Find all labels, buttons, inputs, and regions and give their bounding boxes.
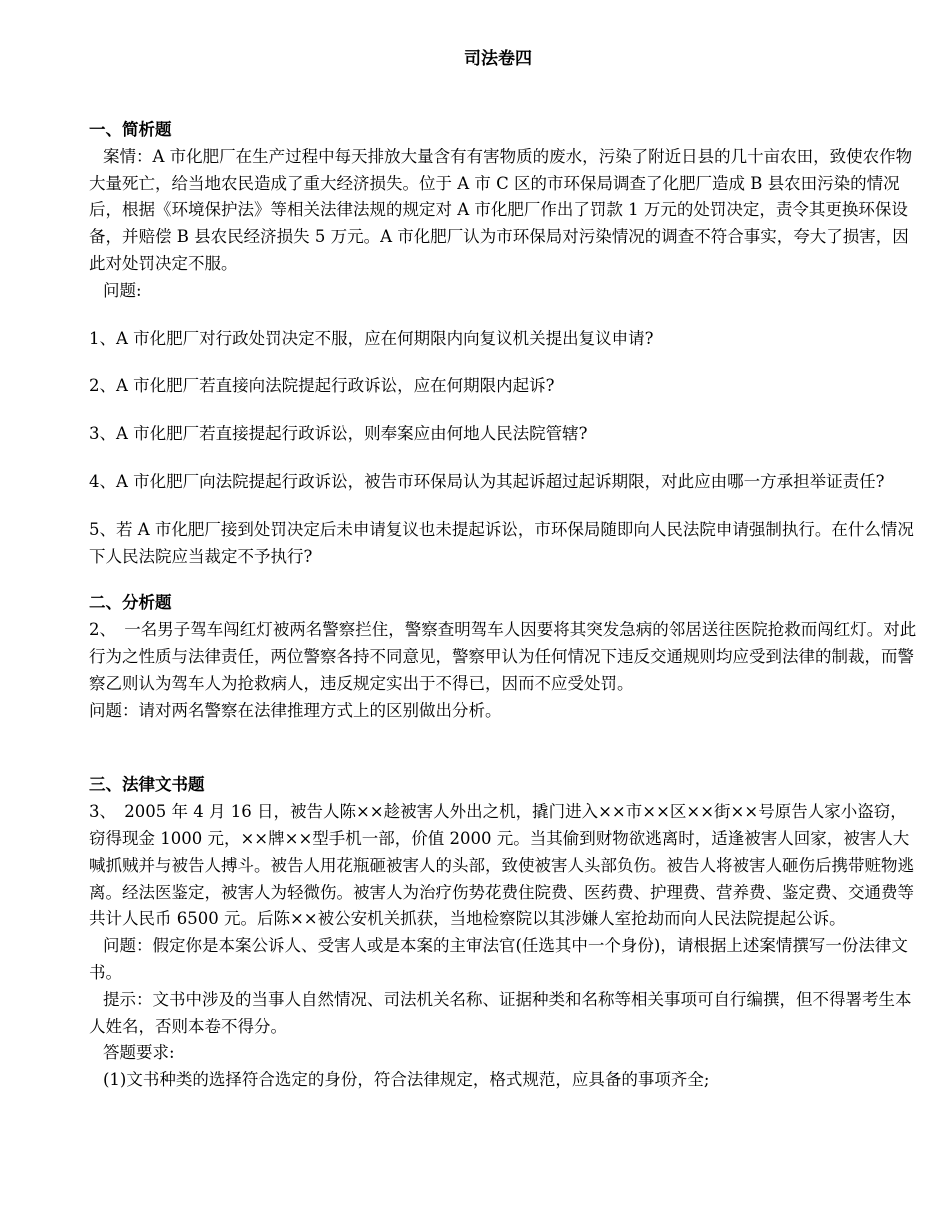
document-title: 司法卷四 — [464, 49, 532, 69]
question-4: 4、A 市化肥厂向法院提起行政诉讼，被告市环保局认为其起诉超过起诉期限，对此应由哪一方承担举证责任? — [89, 471, 885, 491]
section3-heading: 三、法律文书题 — [89, 775, 205, 795]
section3-case: 3、 2005 年 4 月 16 日，被告人陈××趁被害人外出之机，撬门进入××市××区××街××号原告人家小盗窃，窃得现金 1000 元，××牌××型手机一部，价值 2000 元。当其偷到财物欲逃离时，适逢被害人回家，被害人大喊抓贼并与被告人搏斗。被告人用花瓶砸被害人的头部，致使被害人头部负伤。被告人将被害人砸伤后携带赃物逃离。经法医鉴定，被害人为轻微伤。被害人为治疗伤势花费住院费、医药费、护理费、营养费、鉴定费、交通费等共计人民币 6500 元。后陈××被公安机关抓获，当地检察院以其涉嫌人室抢劫而向人民法院提起公诉。 — [89, 802, 914, 929]
section3-requirements-label: 答题要求: — [103, 1043, 175, 1063]
section3-question: 问题：假定你是本案公诉人、受害人或是本案的主审法官(任选其中一个身份)，请根据上述案情撰写一份法律文书。 — [89, 936, 908, 982]
question-3: 3、A 市化肥厂若直接提起行政诉讼，则奉案应由何地人民法院管辖? — [89, 424, 588, 444]
section3-hint: 提示：文书中涉及的当事人自然情况、司法机关名称、证据种类和名称等相关事项可自行编撰，但不得署考生本人姓名，否则本卷不得分。 — [89, 989, 912, 1036]
question-1: 1、A 市化肥厂对行政处罚决定不服，应在何期限内向复议机关提出复议申请? — [89, 328, 654, 348]
question-5: 5、若 A 市化肥厂接到处罚决定后未申请复议也未提起诉讼，市环保局随即向人民法院申请强制执行。在什么情况下人民法院应当裁定不予执行? — [89, 519, 914, 566]
section3-requirement-1: (1)文书种类的选择符合选定的身份，符合法律规定，格式规范，应具备的事项齐全; — [103, 1070, 710, 1090]
question-2: 2、A 市化肥厂若直接向法院提起行政诉讼，应在何期限内起诉? — [89, 376, 555, 396]
document-body — [89, 117, 919, 1094]
section2-heading: 二、分析题 — [89, 593, 172, 613]
section2-case: 2、 一名男子驾车闯红灯被两名警察拦住，警察查明驾车人因要将其突发急病的邻居送往医院抢救而闯红灯。对此行为之性质与法律责任，两位警察各持不同意见，警察甲认为任何情况下违反交通规则均应受到法律的制裁，而警察乙则认为驾车人为抢救病人，违反规定实出于不得已，因而不应受处罚。 — [89, 620, 917, 693]
section1-question-label: 问题: — [103, 280, 142, 300]
section1-heading: 一、简析题 — [89, 120, 172, 139]
section1-case: 案情：A 市化肥厂在生产过程中每天排放大量含有有害物质的废水，污染了附近日县的几十亩农田，致使农作物大量死亡，给当地农民造成了重大经济损失。位于 A 市 C 区的市环保局调查了化肥厂造成 B 县农田污染的情况后，根据《环境保护法》等相关法律法规的规定对 A 市化肥厂作出了罚款 1 万元的处罚决定，责令其更换环保设备，并赔偿 B 县农民经济损失 5 万元。A 市化肥厂认为市环保局对污染情况的调查不符合事实，夸大了损害，因此对处罚决定不服。 — [89, 146, 913, 273]
section2-question: 问题：请对两名警察在法律推理方式上的区别做出分析。 — [89, 700, 502, 720]
